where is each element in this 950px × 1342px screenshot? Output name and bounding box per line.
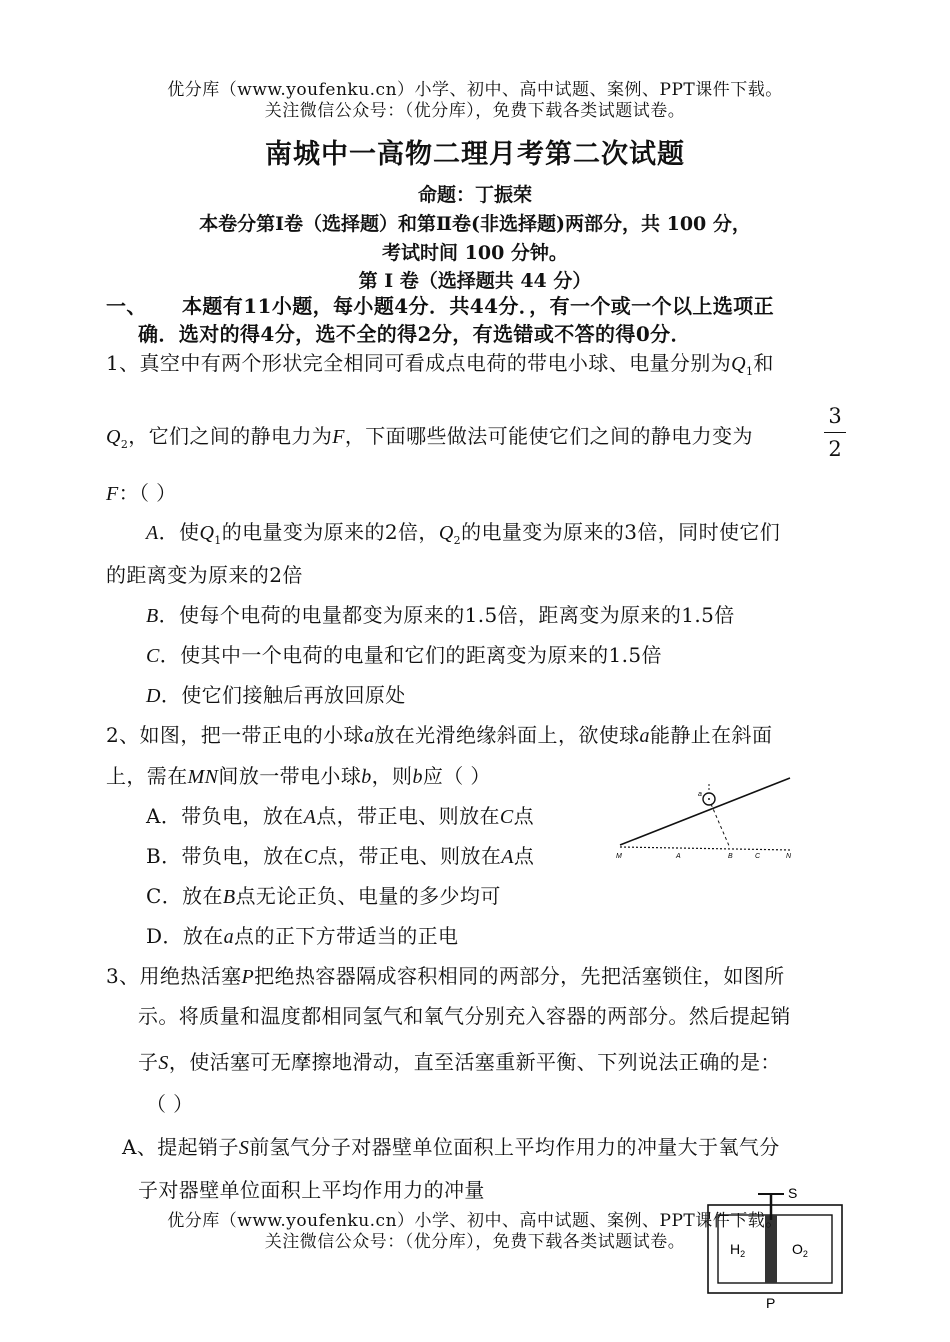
author-line: 命题：丁振荣 [417,184,532,206]
q3-symbol-s: S [158,1052,169,1074]
q2-point-symbol: C [499,806,514,828]
q3-answer-blank: （ ） [146,1092,194,1116]
q2-option-b [146,842,534,871]
q3-line-2: 示。将质量和温度都相同氢气和氧气分别充入容器的两部分。然后提起销 [138,1004,791,1028]
q1-option-a-q2: Q [438,522,454,544]
q1-option-b-text: ．使每个电荷的电量都变为原来的1.5倍，距离变为原来的1.5倍 [158,603,735,627]
q2-option-text: 点 [513,844,535,868]
ball-a-center [708,798,710,800]
q2-option-text: D．放在 [146,924,224,948]
q2-option-text: 点 [513,804,535,828]
intro-line-2: 考试时间 100 分钟。 [382,242,568,264]
fig-label-m: M [616,853,622,860]
q2-text: ，则 [371,764,413,788]
fig-label-h: H [730,1241,741,1257]
q2-option-text: B．带负电，放在 [146,844,304,868]
q2-text: 间放一带电小球 [218,764,362,788]
q2-option-c [146,882,501,911]
q1-line-2 [106,422,753,459]
q1-symbol-f: F [332,426,345,448]
q2-option-a [146,802,534,831]
q3-option-a-line-2: 子对器壁单位面积上平均作用力的冲量 [138,1178,485,1202]
q1-line-3 [106,479,177,508]
option-label: D [146,685,161,707]
q2-text: 放在光滑绝缘斜面上，欲使球 [374,723,640,747]
q2-text: 应（ ） [422,764,491,788]
q1-text: 和 [753,351,774,375]
q2-option-text: 点，带正电、则放在 [316,804,500,828]
q2-option-d [146,922,458,951]
q1-text: ，下面哪些做法可能使它们之间的静电力变为 [344,424,753,448]
q1-option-d [146,681,406,710]
q1-symbol-sub: 1 [745,365,754,378]
q2-line-2 [106,762,491,791]
incline-surface [620,778,790,845]
header-line-2: 关注微信公众号：（优分库），免费下载各类试题试卷。 [264,101,686,121]
fig-label-p: P [766,1295,776,1311]
q2-option-text: A．带负电，放在 [146,804,304,828]
header-line-1: 优分库（www.youfenku.cn）小学、初中、高中试题、案例、PPT课件下载。 [167,80,783,100]
q1-text: 1、真空中有两个形状完全相同可看成点电荷的带电小球、电量分别为 [106,351,732,375]
q3-line-3 [138,1048,781,1077]
q1-option-a-q1: Q [199,522,215,544]
q3-text: 把绝热容器隔成容积相同的两部分，先把活塞锁住，如图所 [254,964,785,988]
q2-point-symbol: A [303,806,317,828]
fig-label-n: N [786,853,792,860]
q1-line-1 [106,349,774,386]
q1-symbol-q2: Q [106,426,121,448]
fraction-numerator: 3 [828,404,842,428]
perpendicular-dash [711,804,730,848]
q3-option-text: 前氢气分子对器壁单位面积上平均作用力的冲量大于氧气分 [249,1135,780,1159]
mn-line [620,847,792,850]
q1-option-c-text: ．使其中一个电荷的电量和它们的距离变为原来的1.5倍 [159,643,662,667]
q1-option-c [146,641,662,670]
option-label: A [146,522,159,544]
q3-line-1 [106,962,785,991]
q2-text: 能静止在斜面 [649,723,773,747]
fraction-three-halves [822,404,848,461]
fig-label-h-sub: 2 [740,1249,746,1259]
fig-label-c: C [755,853,761,860]
q3-text: ，使活塞可无摩擦地滑动，直至活塞重新平衡、下列说法正确的是： [168,1050,781,1074]
q1-symbol-sub: 2 [120,438,129,451]
q2-text: 上，需在 [106,764,188,788]
option-label: C [146,645,160,667]
q3-text: 3、用绝热活塞 [106,964,242,988]
footer-line-2: 关注微信公众号：（优分库），免费下载各类试题试卷。 [264,1232,686,1252]
q1-option-a-line-1 [146,518,780,555]
q2-symbol-b: b [361,766,372,788]
q2-point-symbol: a [223,926,235,948]
fig-label-o-sub: 2 [802,1249,808,1259]
incline-diagram [610,770,800,870]
q1-option-a-line-2: 的距离变为原来的2倍 [106,563,303,587]
q2-option-text: C．放在 [146,884,223,908]
q3-option-text: A、提起销子 [122,1135,239,1159]
q3-symbol-s: S [238,1137,250,1159]
q2-point-symbol: B [222,886,236,908]
q1-symbol-f2: F [106,483,119,505]
exam-title: 南城中一高物二理月考第二次试题 [265,139,685,170]
q2-point-symbol: C [303,846,318,868]
q2-line-1 [106,721,772,750]
q1-option-a-q2-sub: 2 [453,534,462,547]
q1-option-d-text: ．使它们接触后再放回原处 [160,683,406,707]
q2-point-symbol: A [501,846,514,868]
option-label: B [146,605,159,627]
q1-option-b [146,601,735,630]
fig-label-a-point: A [676,853,681,860]
q2-option-text: 点无论正负、电量的多少均可 [235,884,501,908]
q2-symbol-a: a [639,725,650,747]
fraction-denominator: 2 [828,437,842,461]
section-heading: 第 Ⅰ 卷（选择题共 44 分） [358,270,592,292]
fig-label-s: S [788,1185,798,1201]
q3-symbol-p: P [241,966,255,988]
q1-answer-blank: ：（ ） [118,481,177,505]
q1-option-a-q1-sub: 1 [214,534,222,547]
instruction-number: 一、 [106,294,147,318]
fig-label-a: a [698,791,702,798]
instruction-line-1: 本题有11小题，每小题4分．共44分．，有一个或一个以上选项正 [182,294,774,318]
footer-line-1: 优分库（www.youfenku.cn）小学、初中、高中试题、案例、PPT课件下载。 [167,1211,783,1231]
q1-symbol-q: Q [731,353,746,375]
fraction-bar [824,432,846,433]
fig-label-b: B [728,853,733,860]
q3-text: 子 [138,1050,159,1074]
q1-option-a-text: 的电量变为原来的2倍， [221,520,439,544]
q2-option-text: 点，带正电、则放在 [317,844,502,868]
q1-text: ，它们之间的静电力为 [128,424,333,448]
q1-option-a-text: 的电量变为原来的3倍，同时使它们 [461,520,781,544]
q1-option-a-text: ．使 [158,520,200,544]
q2-symbol-mn: MN [187,766,219,788]
q3-option-a-line-1 [122,1133,780,1162]
intro-line-1: 本卷分第Ⅰ卷（选择题）和第Ⅱ卷(非选择题)两部分，共 100 分， [199,213,751,235]
q2-symbol-b: b [412,766,423,788]
q2-symbol-a: a [363,725,375,747]
instruction-line-2: 确．选对的得4分，选不全的得2分，有选错或不答的得0分． [138,322,691,346]
fig-label-o: O [792,1241,803,1257]
q2-text: 2、如图，把一带正电的小球 [106,723,364,747]
q2-option-text: 点的正下方带适当的正电 [234,924,459,948]
